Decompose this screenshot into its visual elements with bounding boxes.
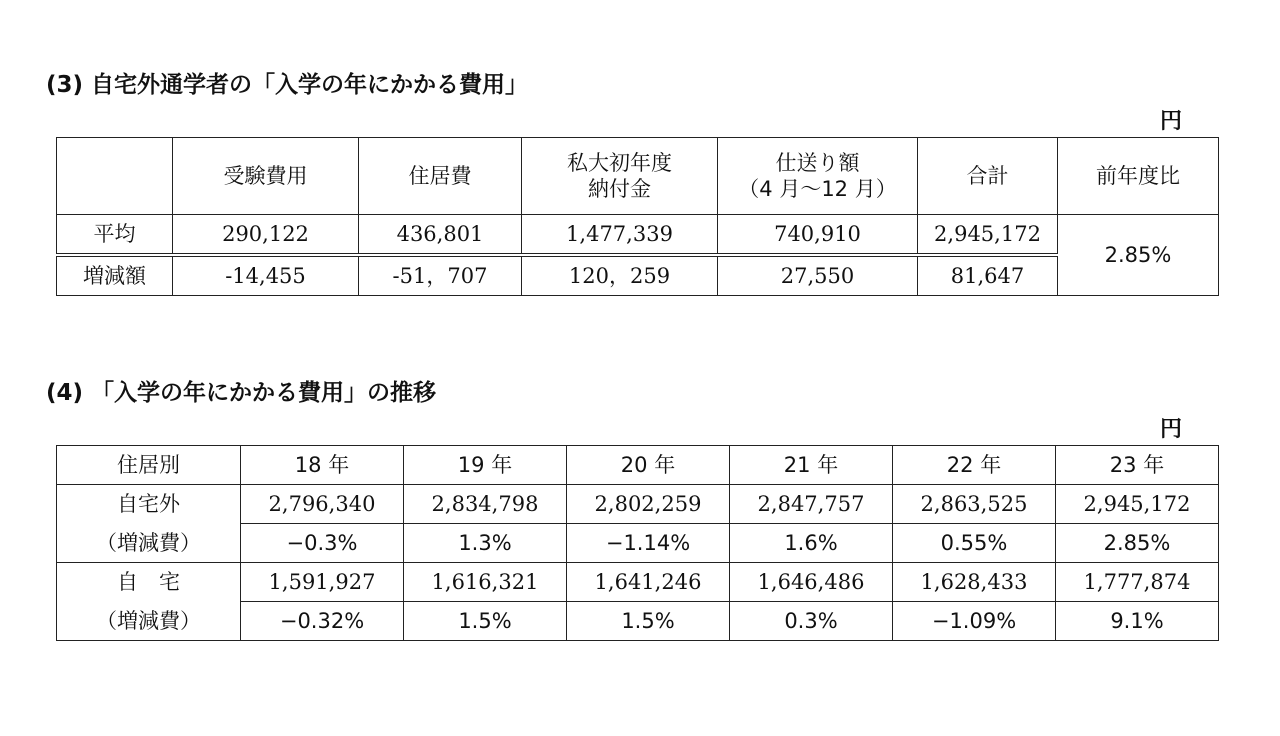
- cell-value: 120，259: [522, 255, 718, 296]
- cell-change: 0.55%: [893, 524, 1056, 563]
- row-label-average: 平均: [57, 215, 173, 256]
- ratio-cell: 2.85%: [1058, 215, 1219, 296]
- row-label-at-home: 自 宅: [57, 563, 241, 602]
- header-year: 18 年: [241, 446, 404, 485]
- cell-value: 2,802,259: [567, 485, 730, 524]
- header-ratio: 前年度比: [1058, 138, 1219, 215]
- table-row: [57, 524, 1219, 563]
- cell-value: 2,945,172: [918, 215, 1058, 256]
- section3-unit: 円: [1160, 109, 1183, 134]
- cell-change: 2.85%: [1056, 524, 1219, 563]
- cell-change: 1.6%: [730, 524, 893, 563]
- cell-value: 1,616,321: [404, 563, 567, 602]
- header-total: 合計: [918, 138, 1058, 215]
- cell-value: 1,777,874: [1056, 563, 1219, 602]
- table-row: [57, 602, 1219, 641]
- cell-value: 1,477,339: [522, 215, 718, 256]
- header-housing: 住居費: [359, 138, 522, 215]
- table-row: [57, 485, 1219, 524]
- cost-table: [56, 137, 1219, 296]
- header-residence: 住居別: [57, 446, 241, 485]
- cell-value: 2,796,340: [241, 485, 404, 524]
- cell-value: 1,628,433: [893, 563, 1056, 602]
- header-year: 19 年: [404, 446, 567, 485]
- header-year: 20 年: [567, 446, 730, 485]
- cell-change: 9.1%: [1056, 602, 1219, 641]
- table-row: [57, 255, 1219, 296]
- header-cell-empty: [57, 138, 173, 215]
- cell-change: 1.3%: [404, 524, 567, 563]
- table-row: [57, 563, 1219, 602]
- header-tuition: 私大初年度 納付金: [522, 138, 718, 215]
- cell-value: 1,591,927: [241, 563, 404, 602]
- cell-value: -51，707: [359, 255, 522, 296]
- section4-title: (4) 「入学の年にかかる費用」の推移: [46, 380, 437, 406]
- cell-value: 740,910: [718, 215, 918, 256]
- cell-change: 1.5%: [404, 602, 567, 641]
- cell-change: 0.3%: [730, 602, 893, 641]
- table-header-row: [57, 138, 1219, 215]
- cell-change: −1.09%: [893, 602, 1056, 641]
- table-header-row: [57, 446, 1219, 485]
- cell-change: −0.32%: [241, 602, 404, 641]
- cell-value: 2,863,525: [893, 485, 1056, 524]
- cell-value: 2,847,757: [730, 485, 893, 524]
- row-label-away-from-home: 自宅外: [57, 485, 241, 524]
- cell-value: 1,646,486: [730, 563, 893, 602]
- header-year: 23 年: [1056, 446, 1219, 485]
- cell-value: 436,801: [359, 215, 522, 256]
- header-year: 22 年: [893, 446, 1056, 485]
- row-label-change: 増減額: [57, 255, 173, 296]
- cell-change: −0.3%: [241, 524, 404, 563]
- header-exam-fee: 受験費用: [173, 138, 359, 215]
- cell-value: -14,455: [173, 255, 359, 296]
- header-year: 21 年: [730, 446, 893, 485]
- cell-value: 2,945,172: [1056, 485, 1219, 524]
- cell-change: −1.14%: [567, 524, 730, 563]
- header-allowance: 仕送り額 （4 月〜12 月）: [718, 138, 918, 215]
- table-row: [57, 215, 1219, 256]
- cell-value: 1,641,246: [567, 563, 730, 602]
- cell-value: 81,647: [918, 255, 1058, 296]
- section4-unit: 円: [1160, 417, 1183, 442]
- trend-table: [56, 445, 1219, 641]
- row-sublabel: （増減費）: [57, 524, 241, 563]
- cell-change: 1.5%: [567, 602, 730, 641]
- cell-value: 27,550: [718, 255, 918, 296]
- row-sublabel: （増減費）: [57, 602, 241, 641]
- cell-value: 2,834,798: [404, 485, 567, 524]
- section3-title: (3) 自宅外通学者の「入学の年にかかる費用」: [46, 72, 529, 98]
- cell-value: 290,122: [173, 215, 359, 256]
